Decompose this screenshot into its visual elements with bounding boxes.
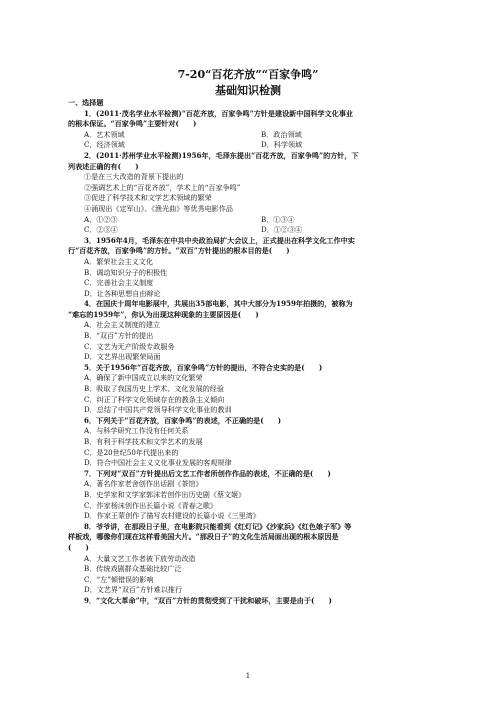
question-list <box>68 98 422 607</box>
option: D．作家王蒙创作了描写农村建设的长篇小说《三里湾》 <box>84 511 260 521</box>
section-heading: 一、选择题 <box>68 98 104 107</box>
option: B．政治领域 <box>261 129 302 139</box>
question-1-stem: 1．(2011·茂名学业水平检测)“百花齐放，百家争鸣”方针是建设新中国科学文化事业 <box>84 108 354 118</box>
option: C．文艺为无产阶级专政服务 <box>84 341 175 351</box>
option: D．文艺界出现繁荣局面 <box>84 352 161 362</box>
question-5-stem: 5．关于1956年“百花齐放，百家争鸣”方针的提出，不符合史实的是( ) <box>84 362 323 372</box>
question-4-stem-cont: “难忘的1959年”，你认为出现这种现象的主要原因是( ) <box>68 309 259 319</box>
page-number: 1 <box>245 672 251 680</box>
option: A．大量文艺工作者被下放劳动改造 <box>84 553 196 563</box>
question-6-stem: 6．下列关于“百花齐放，百家争鸣”的表述，不正确的是( ) <box>84 415 282 425</box>
question-2-options-row <box>68 215 422 226</box>
question-2-stem: 2．(2011·苏州学业水平检测)1956年，毛泽东提出“百花齐放，百家争鸣”的方针，下 <box>84 150 359 160</box>
option: C．完善社会主义制度 <box>84 278 154 288</box>
option: D．文艺界“双百”方针难以推行 <box>84 585 183 595</box>
option: C．“左”倾错误的影响 <box>84 574 154 584</box>
option: D．总结了中国共产党领导科学文化事业的教训 <box>84 405 232 415</box>
question-8-stem: 8．爷爷讲，在那段日子里，在电影院只能看到《红灯记》《沙家浜》《红色娘子军》等 <box>84 521 352 531</box>
option: B．调动知识分子的积极性 <box>84 267 168 277</box>
option: B．传统戏剧群众基础比较广泛 <box>84 564 182 574</box>
question-9-stem: 9．“文化大革命”中，“双百”方针的贯彻受到了干扰和破坏，主要是由于( ) <box>84 595 332 605</box>
option: A．与科学研究工作没有任何关系 <box>84 426 189 436</box>
option: D．让各种思想自由辩论 <box>84 288 161 298</box>
statement-item: ④涌现出《定军山》、《渔光曲》等优秀电影作品 <box>84 203 233 213</box>
question-2-options-row <box>68 225 422 236</box>
option: A．繁荣社会主义文化 <box>84 256 153 266</box>
option: A．艺术领域 <box>84 129 125 139</box>
option: B．史学家和文学家郭沫若创作出历史剧《蔡文姬》 <box>84 489 246 499</box>
option: B．①③④ <box>261 214 295 224</box>
option: D．科学领域 <box>261 140 303 150</box>
option: C．纠正了科学文化领域存在的教条主义倾向 <box>84 394 225 404</box>
option: A．著名作家老舍创作出话剧《茶馆》 <box>84 479 203 489</box>
option: C．是20世纪50年代提出来的 <box>84 447 179 457</box>
question-7-stem: 7．下列对“双百”方针提出后文艺工作者所创作作品的表述，不正确的是( ) <box>84 468 331 478</box>
question-1-stem-cont: 的根本保证。“百家争鸣”主要针对( ) <box>68 119 197 129</box>
question-1-options-row <box>68 130 422 141</box>
question-1-options-row <box>68 140 422 151</box>
option: D．①②③④ <box>261 225 303 235</box>
question-2-stem-cont: 列表述正确的有( ) <box>68 161 139 171</box>
statement-item: ③促进了科学技术和文学艺术领域的繁荣 <box>84 193 212 203</box>
option: C．作家杨沫创作出长篇小说《青春之歌》 <box>84 500 218 510</box>
question-3-stem: 3．1956年4月，毛泽东在中共中央政治局扩大会议上，正式提出在科学文化工作中实 <box>84 235 355 245</box>
option: D．符合中国社会主义文化事业发展的客观规律 <box>84 458 232 468</box>
document-title: 7-20“百花齐放”“百家争鸣” <box>177 68 319 81</box>
option: A．确保了新中国成立以来的文化繁荣 <box>84 373 203 383</box>
question-3-stem-cont: 行“百花齐放，百家争鸣”的方针。“双百”方针提出的根本目的是( ) <box>68 246 290 256</box>
option: B．有利于科学技术和文学艺术的发展 <box>84 437 203 446</box>
option: C．经济领域 <box>84 140 125 150</box>
option: A．①②③ <box>84 214 118 224</box>
option: C．②③④ <box>84 225 118 235</box>
option: A．社会主义制度的建立 <box>84 320 161 330</box>
question-4-stem: 4．在国庆十周年电影展中，共展出35部电影，其中大部分为1959年拍摄的，被称为 <box>84 299 353 309</box>
statement-item: ②强调艺术上的“百花齐放”，学术上的“百家争鸣” <box>84 182 241 192</box>
option: B．“双百”方针的提出 <box>84 331 154 341</box>
document-subtitle: 基础知识检测 <box>215 84 281 97</box>
question-8-stem-cont: ( ) <box>68 542 89 552</box>
question-8-stem-cont: 样板戏，哪像你们现在这样看美国大片。“那段日子”的文化生活局面出现的根本原因是 <box>68 532 339 542</box>
option: B．吸取了我国历史上学术、文化发展的经验 <box>84 384 224 394</box>
statement-item: ①是在三大改造的背景下提出的 <box>84 172 184 182</box>
